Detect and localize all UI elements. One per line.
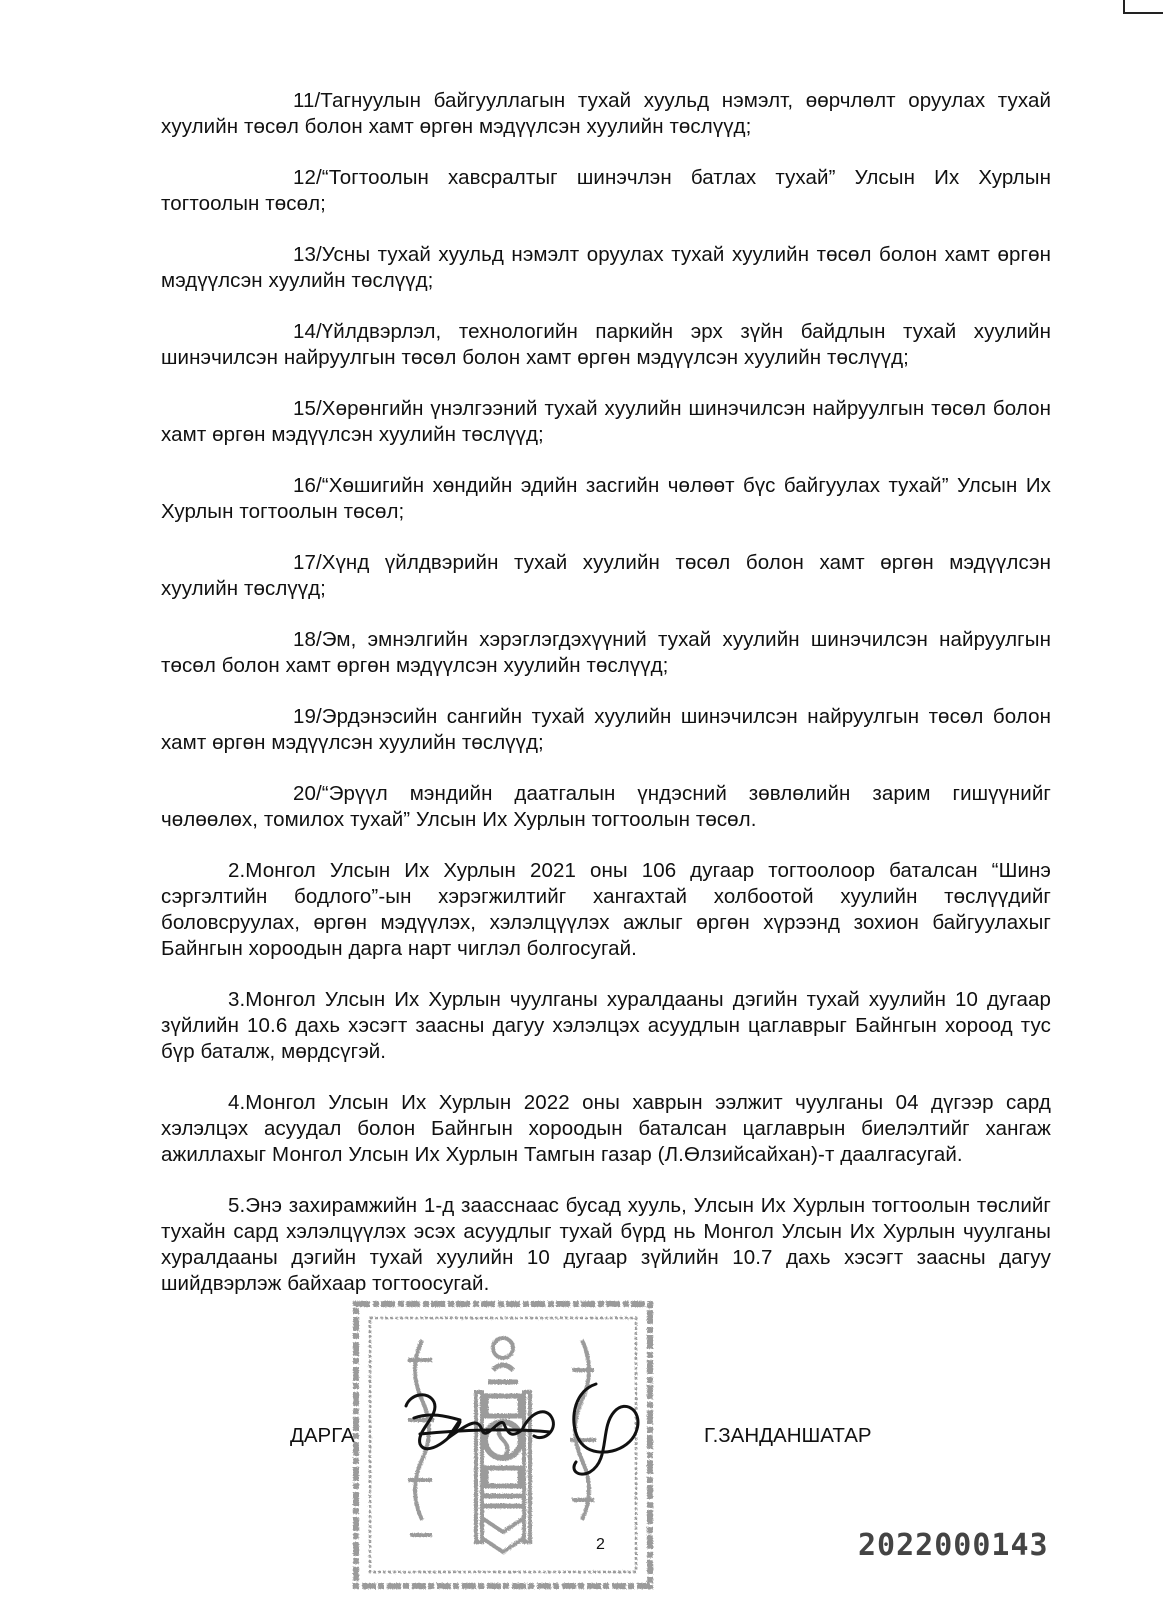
list-item-18: 18/Эм, эмнэлгийн хэрэглэгдэхүүний тухай хуулийн шинэчилсэн найруулгын төсөл болон хамт өргөн мэдүүлсэн хуулийн төслүүд; <box>161 628 1051 677</box>
list-item-14: 14/Үйлдвэрлэл, технологийн паркийн эрх зүйн байдлын тухай хуулийн шинэчилсэн найруулгын төсөл болон хамт өргөн мэдүүлсэн хуулийн төслүүд; <box>161 320 1051 369</box>
page-number: 2 <box>596 1536 605 1553</box>
list-item-17: 17/Хүнд үйлдвэрийн тухай хуулийн төсөл болон хамт өргөн мэдүүлсэн хуулийн төслүүд; <box>161 551 1051 600</box>
signatory-name: Г.ЗАНДАНШАТАР <box>704 1424 872 1447</box>
list-item-19: 19/Эрдэнэсийн сангийн тухай хуулийн шинэчилсэн найруулгын төсөл болон хамт өргөн мэдүүлсэн хуулийн төслүүд; <box>161 705 1051 754</box>
clause-3: 3.Монгол Улсын Их Хурлын чуулганы хуралдааны дэгийн тухай хуулийн 10 дугаар зүйлийн 10.6 дахь хэсэгт заасны дагуу хэлэлцэх асуудлын цаглаврыг Байнгын хороод тус бүр баталж, мөрдсүгэй. <box>161 988 1051 1063</box>
document-number: 2022000143 <box>858 1528 1049 1563</box>
handwritten-signature <box>400 1372 660 1482</box>
signatory-title: ДАРГА <box>290 1424 355 1447</box>
corner-mark <box>1123 0 1163 14</box>
list-item-13: 13/Усны тухай хуульд нэмэлт оруулах тухай хуулийн төсөл болон хамт өргөн мэдүүлсэн хуулийн төслүүд; <box>161 243 1051 292</box>
list-item-20: 20/“Эрүүл мэндийн даатгалын үндэсний зөвлөлийн зарим гишүүнийг чөлөөлөх, томилох тухай” Улсын Их Хурлын тогтоолын төсөл. <box>161 782 1051 831</box>
clause-4: 4.Монгол Улсын Их Хурлын 2022 оны хаврын ээлжит чуулганы 04 дүгээр сард хэлэлцэх асуудал болон Байнгын хороодын баталсан цаглаврын биелэлтийг хангаж ажиллахыг Монгол Улсын Их Хурлын Тамгын газар (Л.Өлзийсайхан)-т даалгасугай. <box>161 1091 1051 1166</box>
list-item-12: 12/“Тогтоолын хавсралтыг шинэчлэн батлах тухай” Улсын Их Хурлын тогтоолын төсөл; <box>161 166 1051 215</box>
clause-2: 2.Монгол Улсын Их Хурлын 2021 оны 106 дугаар тогтоолоор баталсан “Шинэ сэргэлтийн бодлого”-ын хэрэгжилтийг хангахтай холбоотой хуулийн төслүүдийг боловсруулах, өргөн мэдүүлэх, хэлэлцүүлэх ажлыг өргөн хүрээнд зохион байгуулахыг Байнгын хороодын дарга нарт чиглэл болгосугай. <box>161 859 1051 960</box>
list-item-15: 15/Хөрөнгийн үнэлгээний тухай хуулийн шинэчилсэн найруулгын төсөл болон хамт өргөн мэдүүлсэн хуулийн төслүүд; <box>161 397 1051 446</box>
list-item-16: 16/“Хөшигийн хөндийн эдийн засгийн чөлөөт бүс байгуулах тухай” Улсын Их Хурлын тогтоолын төсөл; <box>161 474 1051 523</box>
clause-5: 5.Энэ захирамжийн 1-д заасснаас бусад хууль, Улсын Их Хурлын тогтоолын төслийг тухайн сард хэлэлцүүлэх эсэх асуудлыг тухай бүрд нь Монгол Улсын Их Хурлын чуулганы хуралдааны дэгийн тухай хуулийн 10 дугаар зүйлийн 10.7 дахь хэсэгт заасны дагуу шийдвэрлэж байхаар тогтоосугай. <box>161 1194 1051 1295</box>
list-item-11: 11/Тагнуулын байгууллагын тухай хуульд нэмэлт, өөрчлөлт оруулах тухай хуулийн төсөл болон хамт өргөн мэдүүлсэн хуулийн төслүүд; <box>161 89 1051 138</box>
